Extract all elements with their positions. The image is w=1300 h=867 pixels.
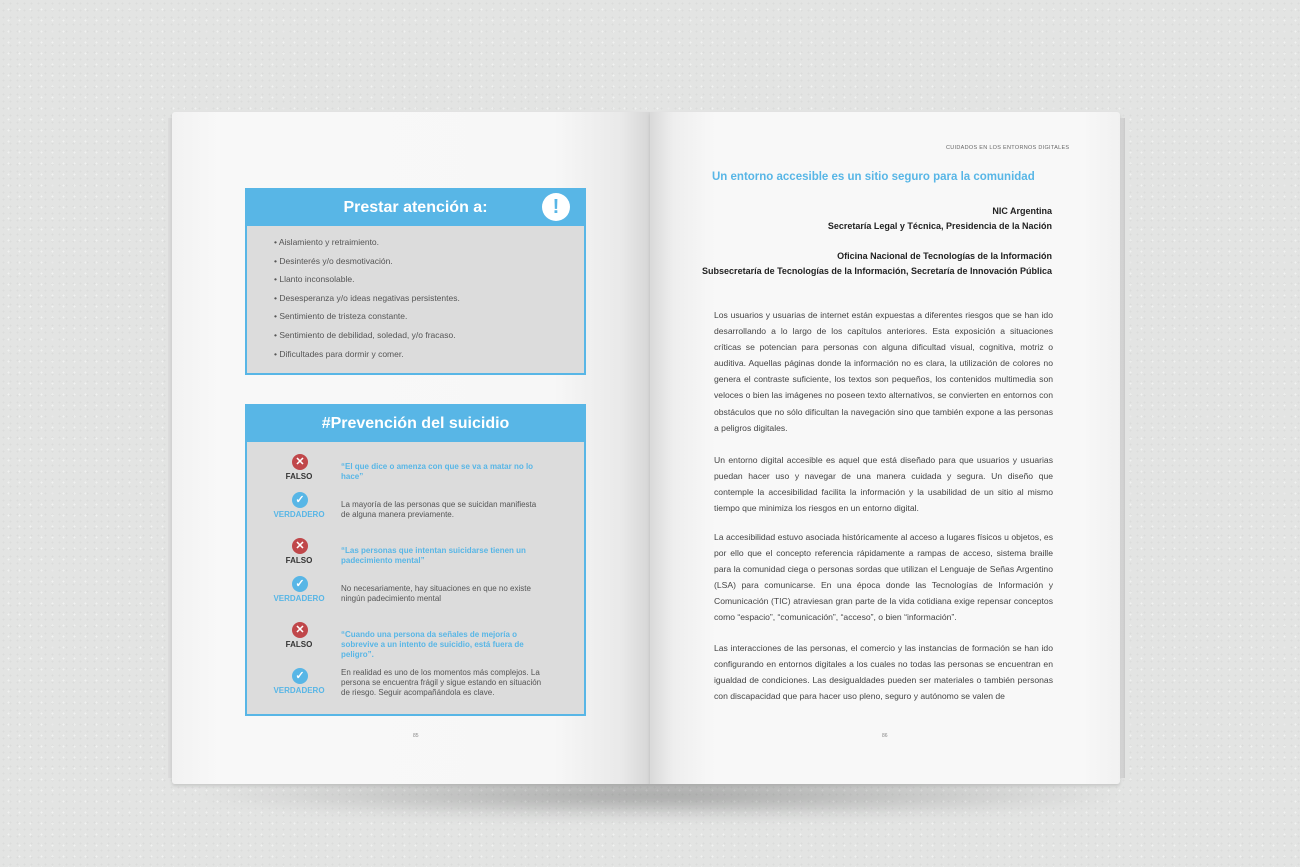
prevention-box-header <box>247 406 584 442</box>
body-paragraph: Los usuarios y usuarias de internet están expuestas a diferentes riesgos que se han ido desarrollando a lo largo de los capítulos anteriores. Esta exposición a situaciones críticas se potencian para personas con alguna dificultad visual, cognitiva, motriz o auditiva. Aquellas páginas donde la información no es clara, la utilización de colores no genera el contraste suficiente, los textos son pequeños, los contenidos multimedia son veloces o bien las imágenes no poseen texto alternativos, se convierten en entornos con obstáculos que no sólo dificultan la navegación sino que también expone a las personas a peligros digitales. <box>714 310 1053 433</box>
cross-icon: ✕ <box>292 622 308 638</box>
list-item: • Llanto inconsolable. <box>274 274 355 285</box>
list-item: • Dificultades para dormir y comer. <box>274 348 404 359</box>
fact-text: No necesariamente, hay situaciones en que no existe ningún padecimiento mental <box>341 584 531 603</box>
false-label: FALSO <box>285 556 313 565</box>
true-label: VERDADERO <box>273 686 325 695</box>
page-number-right: 86 <box>882 733 888 739</box>
body-paragraph: La accesibilidad estuvo asociada históricamente al acceso a lugares físicos u objetos, es por ello que el concepto referencia rápidamente a rampas de acceso, sistema braille para la comunidad ciega o personas sordas que utilizan el Lenguaje de Señas Argentino (LSA) para comunicarse. En una época donde las Tecnologías de Información y Comunicación (TIC) atraviesan gran parte de la vida cotidiana exige repensar conceptos como “espacio”, “comunicación”, “acceso”, o bien “información”. <box>714 532 1053 623</box>
fact-text: En realidad es uno de los momentos más complejos. La persona se encuentra frágil y sigue estando en situación de riesgo. Seguir acompañándola es clave. <box>341 668 542 697</box>
cross-icon: ✕ <box>292 538 308 554</box>
check-icon: ✓ <box>292 492 308 508</box>
true-label: VERDADERO <box>273 510 325 519</box>
running-head: CUIDADOS EN LOS ENTORNOS DIGITALES <box>946 145 1070 151</box>
false-label: FALSO <box>285 472 313 481</box>
prevention-box <box>245 404 586 716</box>
alert-icon: ! <box>542 193 570 221</box>
attention-box-header <box>247 190 584 226</box>
check-icon: ✓ <box>292 668 308 684</box>
body-paragraph: Un entorno digital accesible es aquel que está diseñado para que usuarios y usuarias puedan hacer uso y navegar de una manera cuidada y segura. Un diseño que contemple la accesibilidad facilita la información y la usabilidad de un sitio al mismo tiempo que minimiza los riesgos en un entorno digital. <box>714 455 1053 514</box>
check-icon: ✓ <box>292 576 308 592</box>
attention-box-title: Prestar atención a: <box>343 199 488 216</box>
cross-icon: ✕ <box>292 454 308 470</box>
page-number-left: 85 <box>413 733 419 739</box>
article-title: Un entorno accesible es un sitio seguro para la comunidad <box>712 171 1035 183</box>
author-line: Secretaría Legal y Técnica, Presidencia de la Nación <box>827 221 1052 231</box>
false-label: FALSO <box>285 640 313 649</box>
author-line: NIC Argentina <box>992 206 1052 216</box>
true-label: VERDADERO <box>273 594 325 603</box>
list-item: • Sentimiento de tristeza constante. <box>274 311 408 322</box>
myth-text: “Las personas que intentan suicidarse tienen un padecimiento mental” <box>341 546 526 565</box>
list-item: • Aislamiento y retraimiento. <box>274 237 380 247</box>
attention-box <box>245 188 586 375</box>
list-item: • Desesperanza y/o ideas negativas persistentes. <box>274 292 460 303</box>
author-line: Subsecretaría de Tecnologías de la Información, Secretaría de Innovación Pública <box>702 266 1052 276</box>
author-line: Oficina Nacional de Tecnologías de la Información <box>837 251 1052 261</box>
myth-text: “Cuando una persona da señales de mejoría o sobrevive a un intento de suicidio, está fuera de peligro”. <box>341 630 524 659</box>
list-item: • Desinterés y/o desmotivación. <box>274 255 393 266</box>
prevention-box-title: #Prevención del suicidio <box>321 415 510 432</box>
list-item: • Sentimiento de debilidad, soledad, y/o fracaso. <box>274 329 456 340</box>
attention-list <box>247 226 584 366</box>
myth-text: “El que dice o amenza con que se va a matar no lo hace” <box>341 462 534 481</box>
body-paragraph: Las interacciones de las personas, el comercio y las instancias de formación se han ido configurando en entornos digitales a los cuales no todas las personas se encuentran en igualdad de condiciones. Las desigualdades pueden ser materiales o también personas con discapacidad que para hacer uso pleno, seguro y autónomo se valen de <box>714 643 1053 702</box>
fact-text: La mayoría de las personas que se suicidan manifiesta de alguna manera previamente. <box>341 500 537 519</box>
